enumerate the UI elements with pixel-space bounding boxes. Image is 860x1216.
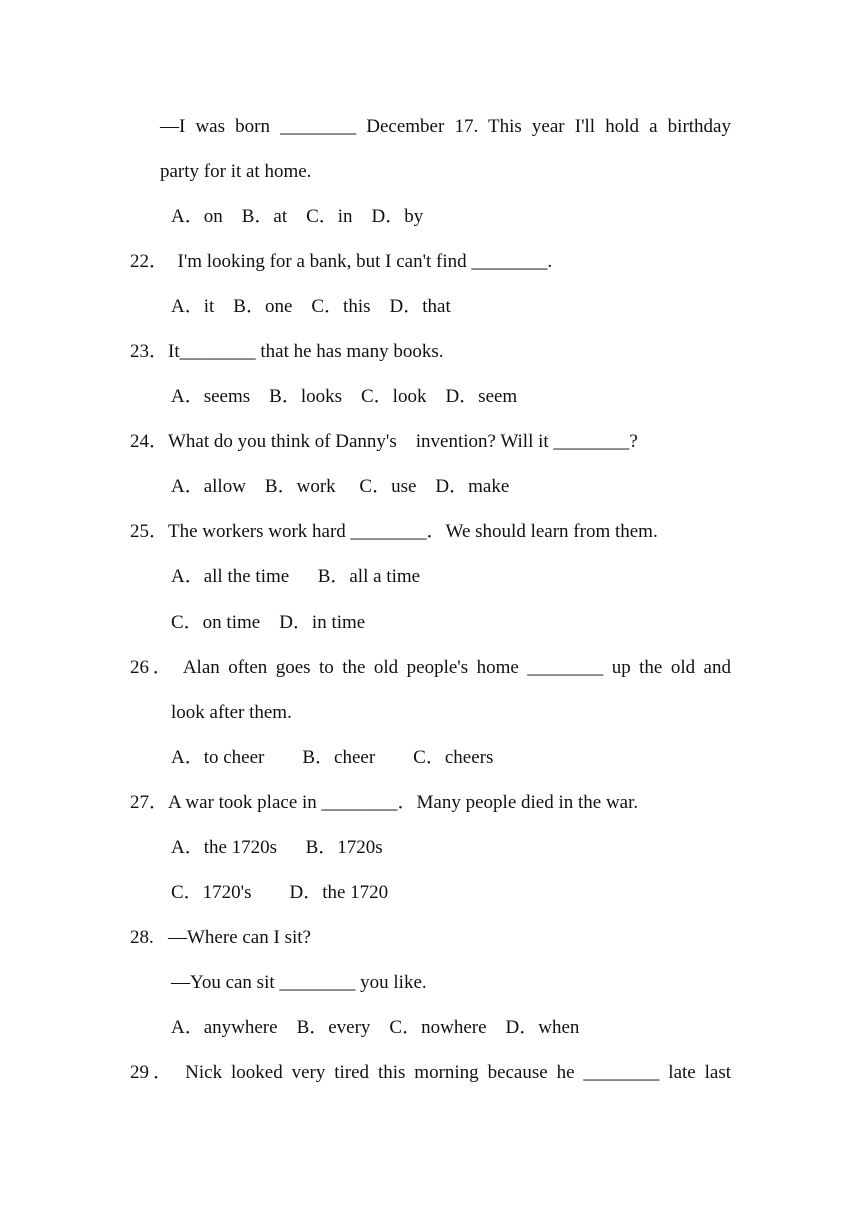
q24-stem: 24．What do you think of Danny's invention? Will it ________?	[130, 431, 638, 452]
q23-stem: 23．It________ that he has many books.	[130, 341, 444, 362]
q26-options: A．to cheer B．cheer C．cheers	[171, 747, 494, 768]
q25-options-2: C．on time D．in time	[171, 612, 366, 633]
q27-stem: 27．A war took place in ________．Many people died in the war.	[130, 792, 639, 813]
q27-options-1: A．the 1720s B．1720s	[171, 837, 383, 858]
q26-line-2: look after them.	[171, 702, 292, 723]
q28-answer: —You can sit ________ you like.	[171, 972, 427, 993]
q22-stem: 22． I'm looking for a bank, but I can't find ________.	[130, 251, 553, 272]
q29-line-1: 29． Nick looked very tired this morning because he ________ late last	[130, 1062, 731, 1083]
q27-options-2: C．1720's D．the 1720	[171, 882, 389, 903]
q21-line-2: party for it at home.	[160, 161, 312, 182]
q25-stem: 25．The workers work hard ________．We should learn from them.	[130, 521, 658, 542]
q28-stem: 28. —Where can I sit?	[130, 927, 311, 948]
q23-options: A．seems B．looks C．look D．seem	[171, 386, 518, 407]
q28-options: A．anywhere B．every C．nowhere D．when	[171, 1017, 580, 1038]
q22-options: A．it B．one C．this D．that	[171, 296, 451, 317]
q25-options-1: A．all the time B．all a time	[171, 566, 421, 587]
q24-options: A．allow B．work C．use D．make	[171, 476, 510, 497]
q21-options: A．on B．at C．in D．by	[171, 206, 424, 227]
q21-line-1: —I was born ________ December 17. This year I'll hold a birthday	[160, 116, 731, 137]
q26-line-1: 26． Alan often goes to the old people's home ________ up the old and	[130, 657, 731, 678]
